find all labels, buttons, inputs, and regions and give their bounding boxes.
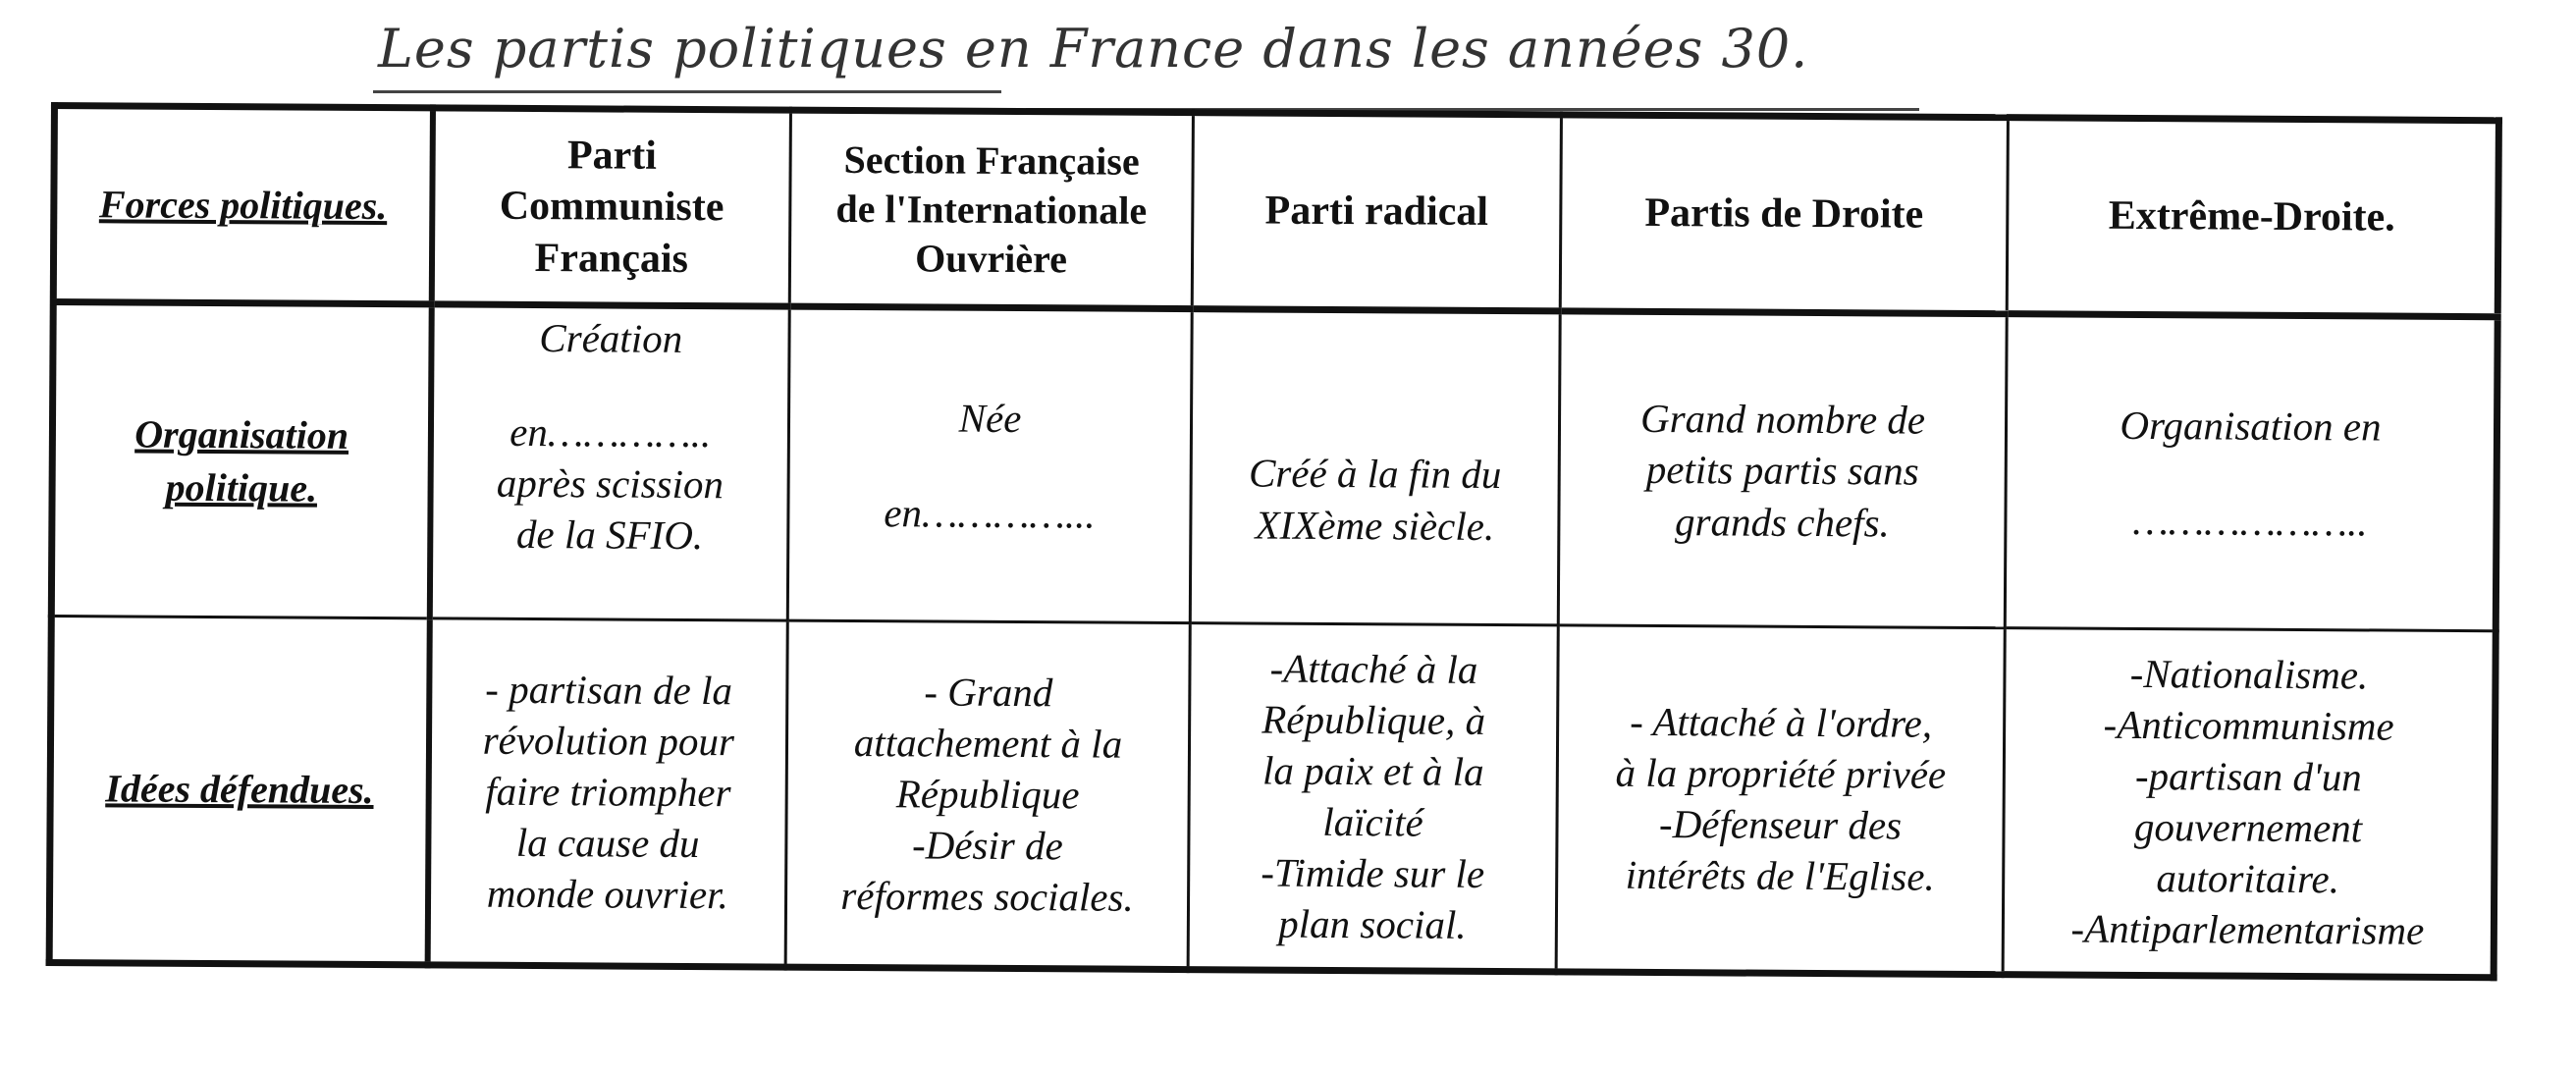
cell-radical-organisation: Créé à la fin du XIXème siècle. — [1190, 309, 1560, 625]
cell-droite-idees: - Attaché à l'ordre, à la propriété privée -Défenseur des intérêts de l'Eglise. — [1556, 625, 2005, 975]
label-organisation-politique: Organisation politique. — [51, 302, 431, 618]
cell-sfio-organisation: Née en…………... — [787, 306, 1192, 622]
cell-extreme-idees: -Nationalisme. -Anticommunisme -partisan d'un gouvernement autoritaire. -Antiparlementarisme — [2003, 628, 2496, 978]
header-parti-radical: Parti radical — [1192, 113, 1561, 311]
organisation-row — [51, 302, 2497, 631]
header-extreme-droite: Extrême-Droite. — [2007, 118, 2498, 317]
cell-droite-organisation: Grand nombre de petits partis sans grands chefs. — [1558, 311, 2007, 628]
label-idees-defendues: Idées défendues. — [49, 617, 429, 965]
header-pcf: Parti Communiste Français — [431, 108, 790, 306]
header-sfio: Section Française de l'Internationale Ouvrière — [789, 110, 1193, 309]
cell-pcf-organisation: Création en………….. après scission de la SFIO. — [429, 304, 789, 620]
header-partis-de-droite: Partis de Droite — [1560, 115, 2008, 314]
header-forces-politiques: Forces politiques. — [53, 106, 432, 304]
title-underline — [373, 90, 1001, 93]
idees-row — [49, 617, 2496, 978]
cell-pcf-idees: - partisan de la révolution pour faire triompher la cause du monde ouvrier. — [427, 618, 787, 967]
header-row — [53, 106, 2498, 317]
political-parties-table — [46, 102, 2502, 981]
handwritten-title: Les partis politiques en France dans les années 30. — [378, 18, 1809, 80]
cell-radical-idees: -Attaché à la République, à la paix et à la laïcité -Timide sur le plan social. — [1188, 623, 1558, 972]
cell-extreme-organisation: Organisation en ……………….. — [2005, 314, 2497, 631]
cell-sfio-idees: - Grand attachement à la République -Désir de réformes sociales. — [785, 620, 1190, 969]
